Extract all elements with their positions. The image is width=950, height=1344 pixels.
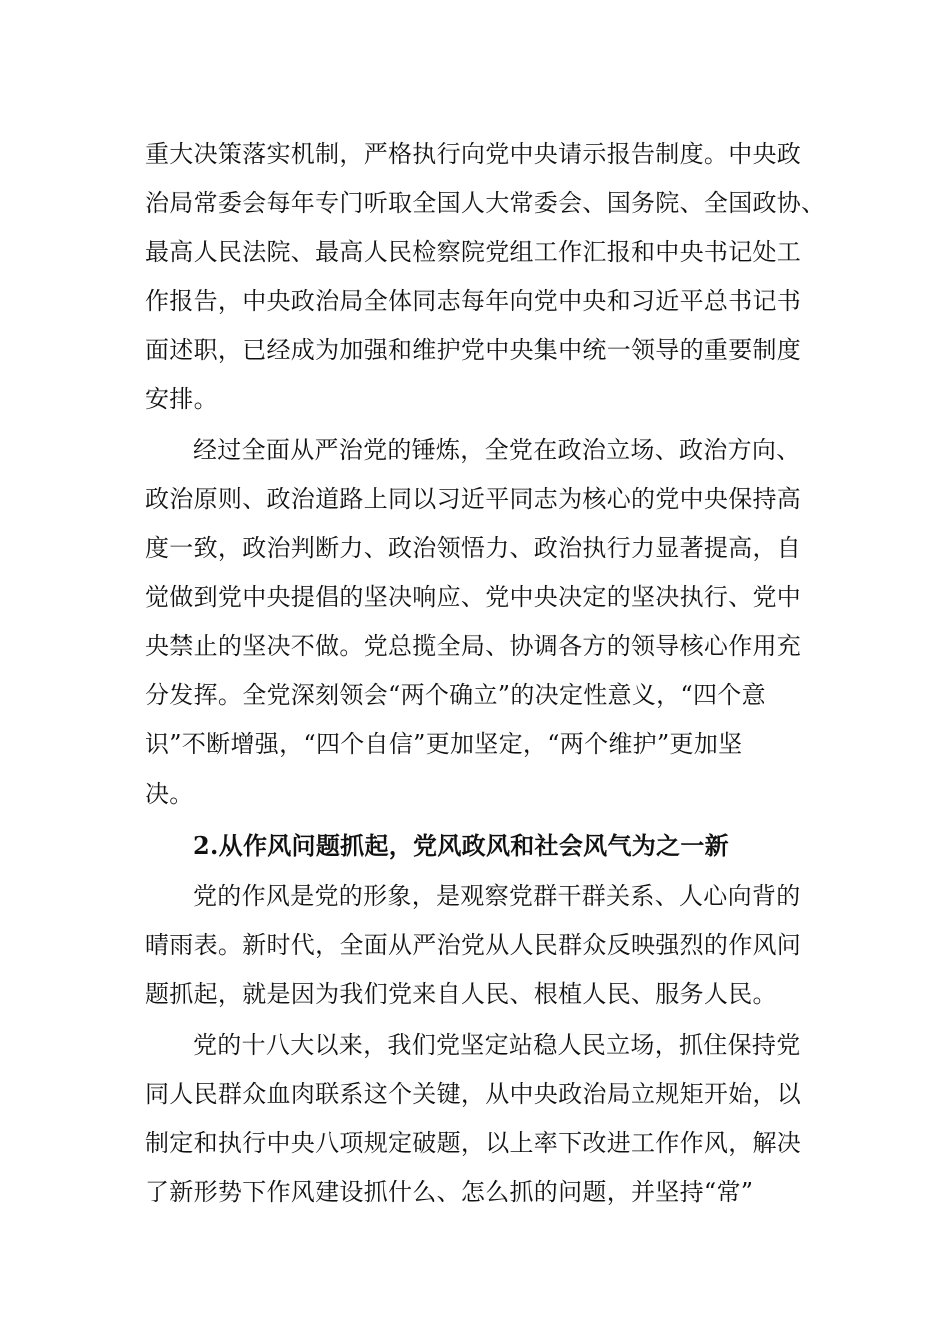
text-line: 面述职，已经成为加强和维护党中央集中统一领导的重要制度 <box>145 336 802 364</box>
text-line: 最高人民法院、最高人民检察院党组工作汇报和中央书记处工 <box>145 238 802 266</box>
paragraph-start-line: 经过全面从严治党的锤炼，全党在政治立场、政治方向、 <box>193 436 801 464</box>
text-line: 决。 <box>145 780 194 808</box>
text-line: 晴雨表。新时代，全面从严治党从人民群众反映强烈的作风问 <box>145 931 802 959</box>
paragraph-start-line: 党的十八大以来，我们党坚定站稳人民立场，抓住保持党 <box>193 1031 801 1059</box>
paragraph-start-line: 党的作风是党的形象，是观察党群干群关系、人心向背的 <box>193 882 801 910</box>
section-heading: 2.从作风问题抓起，党风政风和社会风气为之一新 <box>193 831 729 860</box>
text-line: 觉做到党中央提倡的坚决响应、党中央决定的坚决执行、党中 <box>145 583 802 611</box>
text-line: 重大决策落实机制，严格执行向党中央请示报告制度。中央政 <box>145 140 802 168</box>
text-line: 识”不断增强，“四个自信”更加坚定，“两个维护”更加坚 <box>145 730 743 758</box>
text-line: 政治原则、政治道路上同以习近平同志为核心的党中央保持高 <box>145 485 802 513</box>
text-line: 分发挥。全党深刻领会“两个确立”的决定性意义，“四个意 <box>145 681 766 709</box>
text-line: 安排。 <box>145 385 218 413</box>
text-line: 题抓起，就是因为我们党来自人民、根植人民、服务人民。 <box>145 980 777 1008</box>
text-line: 度一致，政治判断力、政治领悟力、政治执行力显著提高，自 <box>145 534 802 562</box>
text-line: 了新形势下作风建设抓什么、怎么抓的问题，并坚持“常” <box>145 1178 754 1206</box>
text-line: 央禁止的坚决不做。党总揽全局、协调各方的领导核心作用充 <box>145 632 802 660</box>
text-line: 治局常委会每年专门听取全国人大常委会、国务院、全国政协、 <box>145 189 826 217</box>
text-line: 作报告，中央政治局全体同志每年向党中央和习近平总书记书 <box>145 287 802 315</box>
text-line: 制定和执行中央八项规定破题，以上率下改进工作作风，解决 <box>145 1129 802 1157</box>
text-line: 同人民群众血肉联系这个关键，从中央政治局立规矩开始，以 <box>145 1080 802 1108</box>
